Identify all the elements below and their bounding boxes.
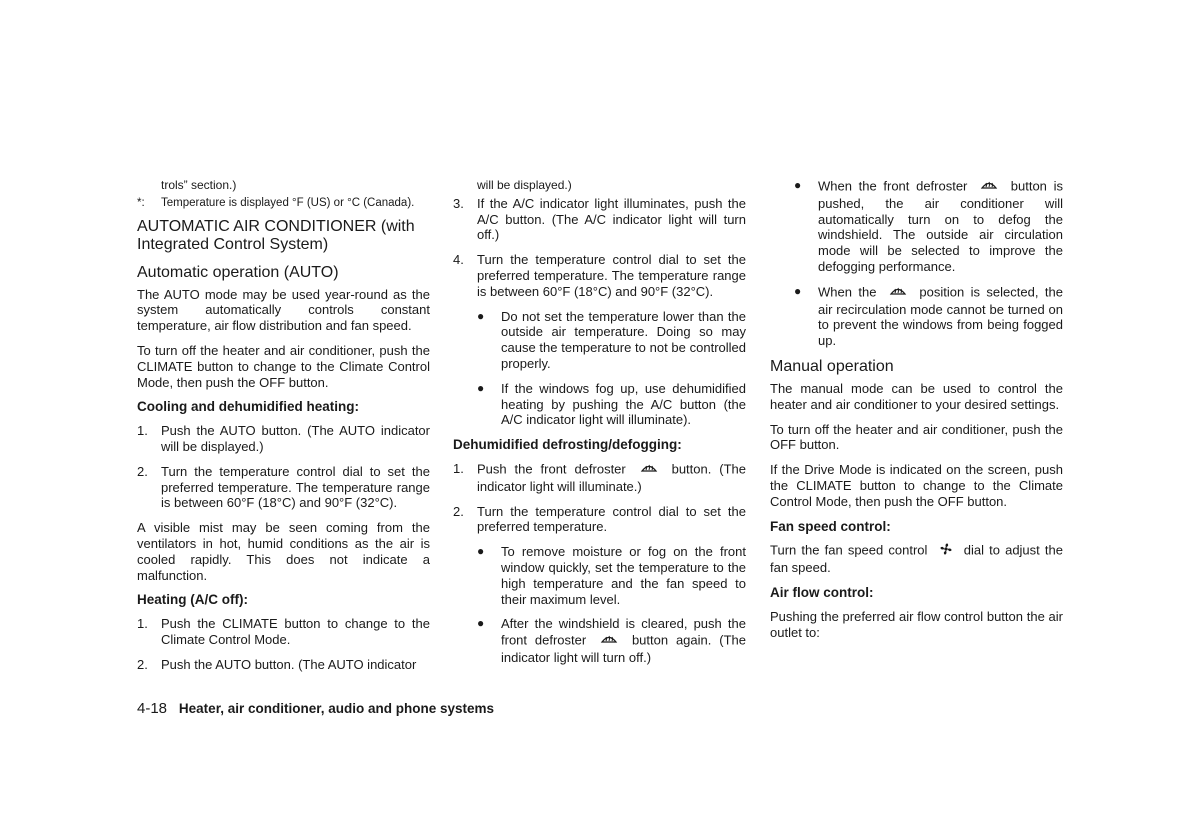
- continued-text: will be displayed.): [477, 178, 572, 192]
- item-text: Turn the temperature control dial to set the preferred temperature. The temperature range is between 60°F (18°C) and 90°F (32°C).: [161, 463, 430, 511]
- temperature-footnote: [137, 196, 430, 212]
- paragraph: To turn off the heater and air conditioner, push the CLIMATE button to change to the Climate Control Mode, then push the OFF button.: [137, 342, 430, 390]
- heading-heating: Heating (A/C off):: [137, 592, 248, 608]
- front-defroster-icon: [640, 461, 658, 479]
- paragraph: [770, 542, 1063, 576]
- list-item: [453, 461, 746, 495]
- bullet-text-part: position is selected, the air recirculation mode cannot be turned on to prevent the windows from being fogged up.: [818, 284, 1063, 349]
- item-number: 3.: [453, 195, 464, 211]
- paragraph: The AUTO mode may be used year-round as the system automatically controls constant temperature, air flow distribution and fan speed.: [137, 286, 430, 334]
- heading-air-flow: Air flow control:: [770, 584, 874, 600]
- front-defroster-icon: [889, 284, 907, 302]
- item-number: 2.: [137, 463, 148, 479]
- item-number: 2.: [453, 503, 464, 519]
- paragraph-part: dial to adjust the fan speed.: [770, 542, 1063, 576]
- bullet-dot: ●: [477, 616, 485, 631]
- bullet-item: [794, 178, 1063, 275]
- list-item: [137, 423, 430, 455]
- item-text: Push the CLIMATE button to change to the Climate Control Mode.: [161, 616, 430, 647]
- item-number: 1.: [453, 460, 464, 476]
- bullet-text: [818, 284, 1063, 349]
- item-text-part: button. (The indicator light will illuminate.): [477, 461, 746, 494]
- column-right: [770, 178, 1063, 649]
- bullet-dot: ●: [477, 308, 485, 323]
- column-middle: [453, 178, 746, 675]
- continued-text: trols” section.): [161, 178, 237, 192]
- heading-cooling: Cooling and dehumidified heating:: [137, 399, 359, 415]
- paragraph-part: Turn the fan speed control: [770, 542, 928, 558]
- bullet-text-part: After the windshield is cleared, push the front defroster: [501, 616, 746, 648]
- item-text: Push the AUTO button. (The AUTO indicator: [161, 656, 417, 672]
- page-footer: [137, 700, 494, 717]
- item-number: 1.: [137, 616, 148, 632]
- list-item: [453, 252, 746, 299]
- bullet-dot: ●: [477, 544, 485, 559]
- bullet-text: If the windows fog up, use dehumidified heating by pushing the A/C button (the A/C indicator light will illuminate).: [501, 380, 746, 428]
- front-defroster-icon: [600, 632, 618, 650]
- item-number: 2.: [137, 656, 148, 672]
- bullet-item: [477, 616, 746, 665]
- page-number: 4-18: [137, 700, 168, 717]
- footnote-text: Temperature is displayed °F (US) or °C (Canada).: [161, 196, 415, 209]
- item-text: Turn the temperature control dial to set the preferred temperature. The temperature range is between 60°F (18°C) and 90°F (32°C).: [477, 252, 746, 299]
- item-text-part: Push the front defroster: [477, 461, 626, 477]
- bullet-dot: ●: [794, 283, 802, 298]
- bullet-item: [477, 544, 746, 607]
- item-number: 1.: [137, 423, 148, 439]
- list-item: [453, 504, 746, 536]
- heading-fan-speed: Fan speed control:: [770, 518, 891, 534]
- bullet-text: [501, 616, 746, 665]
- section-heading-auto-ac: AUTOMATIC AIR CONDITIONER (with Integrated Control System): [137, 217, 415, 253]
- bullet-dot: ●: [794, 178, 802, 192]
- subheading-manual-operation: Manual operation: [770, 357, 894, 375]
- heading-defrosting: Dehumidified defrosting/defogging:: [453, 437, 682, 453]
- footnote-mark: *:: [137, 196, 145, 209]
- bullet-text-part: When the: [818, 284, 877, 300]
- list-item: [453, 196, 746, 243]
- paragraph: A visible mist may be seen coming from the ventilators in hot, humid conditions as the air is cooled rapidly. This does not indicate a malfunction.: [137, 520, 430, 583]
- bullet-text-part: button is pushed, the air conditioner will automatically turn on to defog the windshield. The outside air circulation mode will be selected to improve the defogging performance.: [818, 178, 1063, 274]
- paragraph: To turn off the heater and air conditioner, push the OFF button.: [770, 421, 1063, 453]
- paragraph: The manual mode can be used to control the heater and air conditioner to your desired settings.: [770, 380, 1063, 412]
- item-text: If the A/C indicator light illuminates, push the A/C button. (The A/C indicator light will turn off.): [477, 195, 746, 243]
- fan-icon: [939, 542, 953, 560]
- bullet-item: [477, 381, 746, 428]
- bullet-text: Do not set the temperature lower than the outside air temperature. Doing so may cause the temperature to not be controlled properly.: [501, 308, 746, 371]
- paragraph: If the Drive Mode is indicated on the screen, push the CLIMATE button to change to the Climate Control Mode, then push the OFF button.: [770, 462, 1063, 509]
- item-text: Push the AUTO button. (The AUTO indicator will be displayed.): [161, 423, 430, 454]
- bullet-text: To remove moisture or fog on the front window quickly, set the temperature to the high temperature and the fan speed to their maximum level.: [501, 544, 746, 607]
- bullet-text-part: When the front defroster: [818, 178, 968, 194]
- subheading-auto-operation: Automatic operation (AUTO): [137, 263, 339, 281]
- bullet-dot: ●: [477, 380, 485, 395]
- paragraph: Pushing the preferred air flow control button the air outlet to:: [770, 608, 1063, 640]
- bullet-text-part: button again. (The indicator light will turn off.): [501, 632, 746, 665]
- front-defroster-icon: [980, 178, 998, 196]
- section-title: Heater, air conditioner, audio and phone systems: [178, 701, 495, 716]
- item-text: [477, 461, 746, 495]
- list-item: [137, 616, 430, 648]
- bullet-item: [794, 284, 1063, 349]
- item-text: Turn the temperature control dial to set the preferred temperature.: [477, 503, 746, 535]
- bullet-text: [818, 178, 1063, 275]
- list-item: [137, 657, 430, 673]
- column-left: [137, 178, 430, 682]
- bullet-item: [477, 309, 746, 372]
- item-number: 4.: [453, 252, 464, 268]
- list-item: [137, 464, 430, 511]
